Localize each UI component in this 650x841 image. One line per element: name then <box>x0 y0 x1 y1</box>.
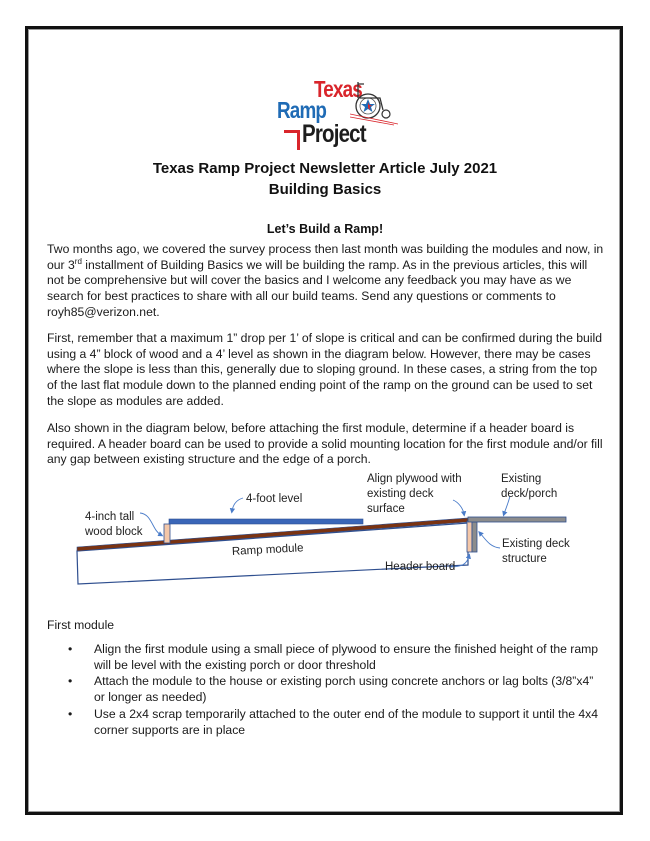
texas-ramp-project-logo <box>270 76 390 156</box>
label-level: 4-foot level <box>246 493 303 505</box>
logo-text-texas: Texas <box>314 76 362 102</box>
list-item <box>47 674 607 705</box>
bullet-icon: • <box>68 642 73 656</box>
label-deck-line2: deck/porch <box>501 488 558 500</box>
article-subtitle: Building Basics <box>268 181 382 198</box>
deck-surface <box>468 517 566 522</box>
header-board <box>467 521 472 552</box>
label-align-line1: Align plywood with <box>367 473 462 485</box>
list-item <box>47 707 607 738</box>
label-header-board: Header board <box>385 561 456 573</box>
bullet-icon: • <box>68 706 73 721</box>
wood-block <box>164 524 170 543</box>
label-structure-line1: Existing deck <box>502 538 570 550</box>
intro-text-b: installment of Building Basics we will be building the ramp. As in the previous articles, this will not be comprehensive but will cover the basics and I welcome any feedback you may have as we search for best practices to share with all our build teams. Send any questions or comments to royh85@verizon.net. <box>47 257 588 319</box>
first-module-steps <box>47 642 607 738</box>
ordinal-suffix: rd <box>74 256 82 266</box>
first-module-heading: First module <box>47 618 115 632</box>
intro-paragraph <box>47 242 607 321</box>
label-ramp-module: Ramp module <box>231 542 304 558</box>
label-structure-line2: structure <box>502 553 547 565</box>
label-wood-block-line1: 4-inch tall <box>85 511 135 523</box>
article-title: Texas Ramp Project Newsletter Article July 2021 <box>152 160 498 177</box>
slope-paragraph: First, remember that a maximum 1” drop per 1’ of slope is critical and can be confirmed during the build using a 4” block of wood and a 4’ level as shown in the diagram below. However, there may be cases where the slope is less than this, generally due to sloping ground. In these cases, a string from the top of the last flat module down to the planned ending point of the ramp on the ground can be used to set the slope as modules are added. <box>47 331 603 408</box>
label-deck-line1: Existing <box>501 473 542 485</box>
label-align-line2: existing deck <box>367 488 434 500</box>
list-item-text: Align the first module using a small piece of plywood to ensure the finished height of the ramp will be level with the existing porch or door threshold <box>94 642 599 672</box>
logo-bracket <box>284 130 300 150</box>
section-heading: Let’s Build a Ramp! <box>266 222 384 236</box>
intro-text-a: Two months ago, we covered the survey process then last month was building the modules and now, in our 3 <box>47 242 604 272</box>
logo-text-project: Project <box>302 120 366 148</box>
deck-structure-post <box>472 522 477 552</box>
wheelchair-icon <box>350 76 398 126</box>
label-align-line3: surface <box>367 503 405 515</box>
bullet-icon: • <box>68 674 73 689</box>
header-board-paragraph: Also shown in the diagram below, before attaching the first module, determine if a header board is required. A header board can be used to provide a solid mounting location for the first module and/or fill any gap between existing structure and the edge of a porch. <box>47 421 603 467</box>
list-item-text: Use a 2x4 scrap temporarily attached to the outer end of the module to support it until the 4x4 corner supports are in place <box>94 706 599 737</box>
level-bar <box>169 519 363 524</box>
list-item-text: Attach the module to the house or existing porch using concrete anchors or lag bolts (3/8”x4” or longer as needed) <box>94 674 594 705</box>
label-wood-block-line2: wood block <box>85 526 143 538</box>
list-item <box>47 642 607 673</box>
ramp-diagram <box>0 470 650 600</box>
logo-text-ramp: Ramp <box>277 97 327 123</box>
